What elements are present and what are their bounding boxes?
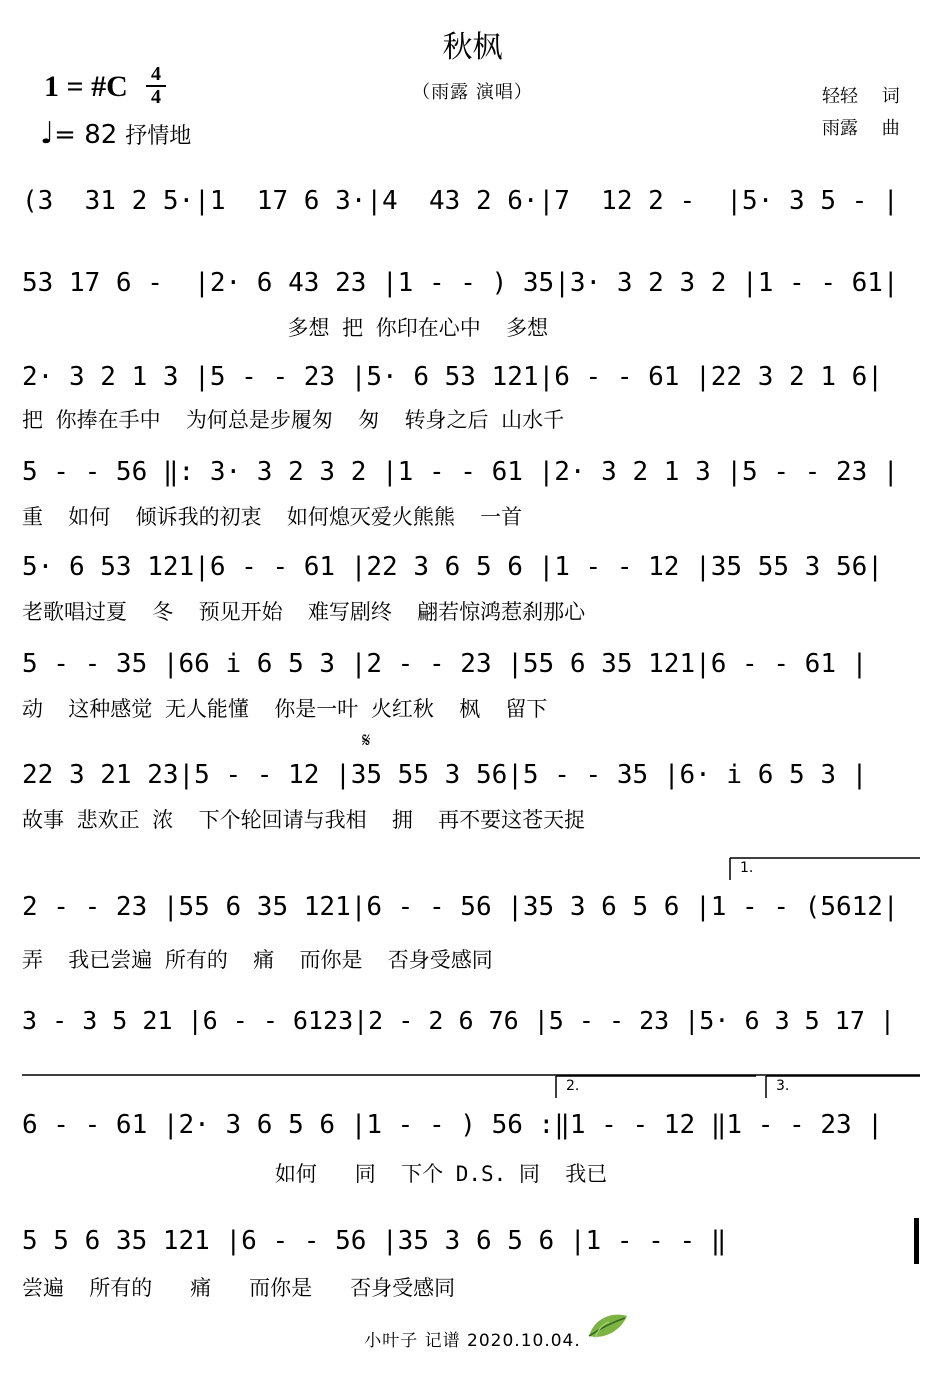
lyrics-text: 把 你捧在手中 为何总是步履匆 匆 转身之后 山水千 [22, 408, 565, 432]
volta-1-label: 1. [740, 860, 754, 876]
notation-text: 5 - - 35 |66 i 6 5 3 |2 - - 23 |55 6 35 121|6 - - 61 | [22, 649, 868, 679]
volta-2-label: 2. [566, 1078, 580, 1094]
notation-text: 6 - - 61 |2· 3 6 5 6 |1 - - ) 56 :‖1 - - 12 ‖1 - - 23 | [22, 1110, 883, 1140]
segno-sign: 𝄋 [362, 728, 371, 752]
volta-1-bracket [730, 858, 920, 880]
lyrics-text: 尝遍 所有的 痛 而你是 否身受感同 [22, 1276, 456, 1300]
notation-text: (3 31 2 5·|1 17 6 3·|4 43 2 6·|7 12 2 - |5· 3 5 - | [22, 186, 899, 216]
lyricist-credit: 轻轻 词 [822, 86, 900, 107]
transcriber-credit: 小叶子 记谱 2020.10.04. [364, 1331, 581, 1351]
leaf-icon [585, 1310, 631, 1342]
lyrics-text: 故事 悲欢正 浓 下个轮回请与我相 拥 再不要这苍天捉 [22, 808, 586, 832]
quarter-note-icon: ♩ [40, 116, 55, 151]
time-signature-top: 4 [151, 63, 161, 85]
volta-2-bracket [556, 1076, 756, 1098]
lyrics-text: 老歌唱过夏 冬 预见开始 难写剧终 翩若惊鸿惹刹那心 [22, 600, 586, 624]
composer-credit: 雨露 曲 [822, 118, 900, 139]
notation-text: 2· 3 2 1 3 |5 - - 23 |5· 6 53 121|6 - - 61 |22 3 2 1 6| [22, 362, 883, 392]
notation-text: 5 5 6 35 121 |6 - - 56 |35 3 6 5 6 |1 - - - ‖ [22, 1226, 727, 1256]
notation-text: 22 3 21 23|5 - - 12 |35 55 3 56|5 - - 35 |6· i 6 5 3 | [22, 760, 868, 790]
lyrics-text: 弄 我已尝遍 所有的 痛 而你是 否身受感同 [22, 948, 493, 972]
lyrics-text: 重 如何 倾诉我的初衷 如何熄灭爱火熊熊 一首 [22, 505, 523, 529]
song-title: 秋枫 [442, 30, 503, 65]
notation-text: 2 - - 23 |55 6 35 121|6 - - 56 |35 3 6 5 6 |1 - - (5612| [22, 892, 899, 922]
lyrics-text: 动 这种感觉 无人能懂 你是一叶 火红秋 枫 留下 [22, 697, 548, 721]
expression-marking: 抒情地 [125, 124, 192, 149]
key-signature: 1 = #C [44, 70, 128, 103]
tempo-value: = 82 [54, 120, 118, 150]
lyrics-text: 多想 把 你印在心中 多想 [22, 316, 549, 340]
notation-text: 53 17 6 - |2· 6 43 23 |1 - - ) 35|3· 3 2 3 2 |1 - - 61| [22, 268, 899, 298]
final-barline [914, 1218, 919, 1264]
notation-text: 5· 6 53 121|6 - - 61 |22 3 6 5 6 |1 - - 12 |35 55 3 56| [22, 552, 883, 582]
singer-credit: （雨露 演唱） [412, 82, 533, 103]
notation-text: 3 - 3 5 21 |6 - - 6123|2 - 2 6 76 |5 - - 23 |5· 6 3 5 17 | [22, 1006, 895, 1035]
time-signature-bottom: 4 [146, 85, 166, 108]
volta-3-label: 3. [776, 1078, 790, 1094]
notation-text: 5 - - 56 ‖: 3· 3 2 3 2 |1 - - 61 |2· 3 2 1 3 |5 - - 23 | [22, 457, 899, 487]
lyrics-text: 如何 同 下个 D.S. 同 我已 [22, 1162, 608, 1186]
